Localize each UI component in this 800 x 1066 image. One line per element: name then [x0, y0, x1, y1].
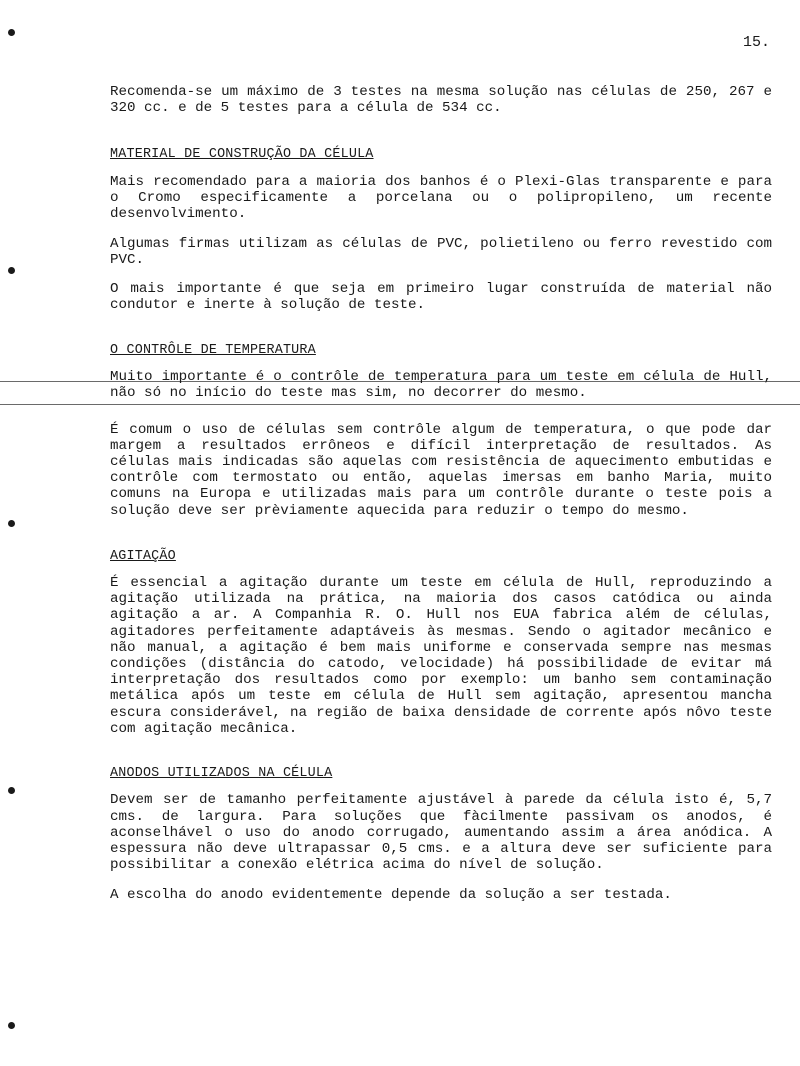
paragraph: O mais importante é que seja em primeiro lugar construída de material não condutor e inerte à solução de teste.: [110, 280, 772, 313]
page-body: [110, 84, 772, 904]
section-heading: MATERIAL DE CONSTRUÇÃO DA CÉLULA: [110, 147, 374, 163]
section-heading: AGITAÇÃO: [110, 548, 176, 564]
paragraph: Algumas firmas utilizam as células de PVC, polietileno ou ferro revestido com PVC.: [110, 236, 772, 269]
paragraph: Mais recomendado para a maioria dos banhos é o Plexi-Glas transparente e para o Cromo especificamente a porcelana ou o polipropileno, um recente desenvolvimento.: [110, 173, 772, 223]
paragraph: Muito importante é o contrôle de temperatura para um teste em célula de Hull, não só no início do teste mas sim, no decorrer do mesmo.: [110, 369, 772, 402]
page-number: 15.: [742, 34, 770, 51]
paragraph: É essencial a agitação durante um teste em célula de Hull, reproduzindo a agitação utilizada na prática, na maioria dos casos catódica ou ainda agitação a ar. A Companhia R. O. Hull nos EUA fabrica além de células, agitadores perfeitamente adaptáveis às mesmas. Sendo o agitador mecânico e não manual, a agitação é bem mais uniforme e conservada sempre nas mesmas condições (distância do catodo, velocidade) há possibilidade de evitar má interpretação dos resultados como por exemplo: um banho sem contaminação metálica após um teste em célula de Hull sem agitação, apresentou mancha escura considerável, na região de baixa densidade de corrente após nôvo teste com agitação mecânica.: [110, 575, 772, 737]
section-heading: O CONTRÔLE DE TEMPERATURA: [110, 343, 316, 359]
paragraph: Devem ser de tamanho perfeitamente ajustável à parede da célula isto é, 5,7 cms. de largura. Para soluções que fàcilmente passivam os anodos, é aconselhável o uso do anodo corrugado, aumentando assim a área anódica. A espessura não deve ultrapassar 0,5 cms. e a altura deve ser suficiente para possibilitar a conexão elétrica acima do nível de solução.: [110, 792, 772, 874]
paragraph: A escolha do anodo evidentemente depende da solução a ser testada.: [110, 887, 672, 904]
paragraph: É comum o uso de células sem contrôle algum de temperatura, o que pode dar margem a resultados errôneos e difícil interpretação de resultados. As células mais indicadas são aquelas com resistência de aquecimento embutidas e contrôle com termostato ou então, aquelas imersas em banho Maria, muito comuns na Europa e utilizadas mais para um contrôle durante o teste pois a solução deve ser prèviamente aquecida para reduzir o tempo do mesmo.: [110, 421, 772, 519]
section-heading: ANODOS UTILIZADOS NA CÉLULA: [110, 766, 333, 782]
punch-hole-mark: [8, 29, 15, 36]
paragraph: Recomenda-se um máximo de 3 testes na mesma solução nas células de 250, 267 e 320 cc. e de 5 testes para a célula de 534 cc.: [110, 84, 772, 117]
punch-hole-mark: [8, 520, 15, 527]
punch-hole-mark: [8, 1022, 15, 1029]
punch-hole-mark: [8, 267, 15, 274]
punch-hole-mark: [8, 787, 15, 794]
